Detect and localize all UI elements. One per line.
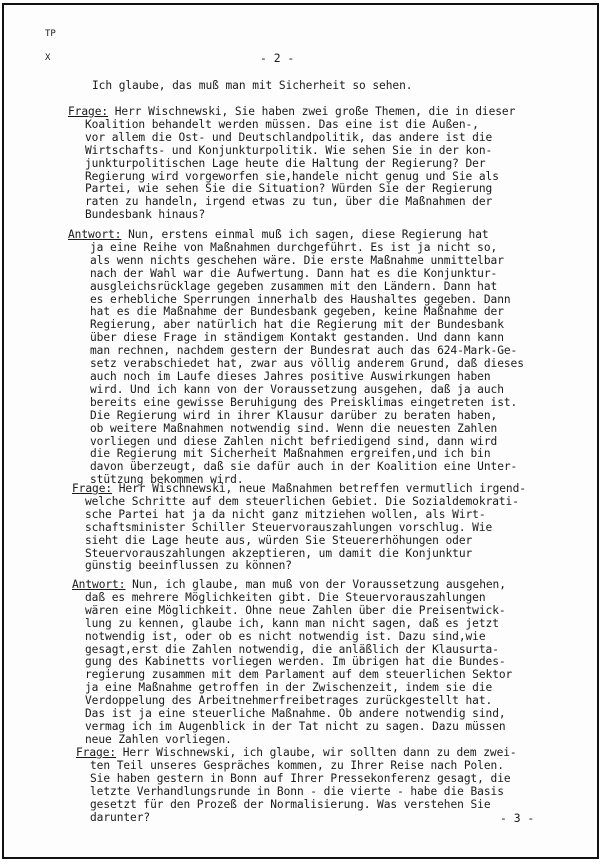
paragraph-line: stützung bekommen wird. (90, 473, 244, 487)
paragraph-line: bereits eine gewisse Beruhigung des Preisklimas eingetreten ist. (90, 395, 518, 409)
paragraph-line-text: Nun, ich glaube, man muß von der Voraussetzung ausgehen, (125, 578, 506, 591)
paragraph-line: junkturpolitischen Lage heute die Haltung der Regierung? Der (85, 156, 486, 170)
question-label: Frage: (68, 105, 109, 118)
document-page (2, 3, 599, 859)
paragraph-line: vor allem die Ost- und Deutschlandpolitik, das andere ist die (85, 130, 493, 144)
paragraph-line: gung des Kabinetts vorliegen werden. Im übrigen hat die Bundes- (85, 655, 506, 669)
margin-mark-top: TP (45, 29, 56, 39)
paragraph-line: Partei, wie sehen Sie die Situation? Würden Sie der Regierung (85, 182, 493, 196)
paragraph-line: regierung zusammen mit dem Parlament auf dem steuerlichen Sektor (85, 668, 513, 682)
paragraph-line: neue Zahlen vorliegen. (85, 732, 232, 746)
paragraph-question-1 (68, 106, 568, 222)
paragraph-line: lung zu kennen, glaube ich, kann man nicht sagen, daß es jetzt (85, 616, 499, 630)
paragraph-line: Das ist ja eine steuerliche Maßnahme. Ob andere notwendig sind, (85, 707, 506, 721)
paragraph-line: günstig beeinflussen zu können? (85, 559, 292, 573)
paragraph-answer-2 (72, 579, 572, 747)
paragraph-line: nach der Wahl war die Aufwertung. Dann hat es die Konjunktur- (90, 266, 498, 280)
question-label: Frage: (76, 746, 117, 759)
paragraph-line: davon überzeugt, daß sie dafür auch in der Koalition eine Unter- (90, 460, 518, 474)
paragraph-line (72, 483, 572, 496)
paragraph-line: es erhebliche Sperrungen innerhalb des Haushaltes gegeben. Dann (90, 292, 511, 306)
page-number-header: - 2 - (260, 51, 295, 65)
page-number-footer: - 3 - (500, 811, 535, 825)
paragraph-line: gesagt,erst die Zahlen notwendig, die anläßlich der Klausurta- (85, 642, 499, 656)
paragraph-line-text: Herr Wischnewski, ich glaube, wir sollten dann zu dem zwei- (116, 746, 517, 759)
paragraph-line: Verdoppelung des Arbeitnehmerfreibetrages zurückgestellt hat. (85, 694, 493, 708)
paragraph-line (76, 747, 576, 760)
paragraph-line: Ich glaube, das muß man mit Sicherheit so sehen. (92, 79, 413, 92)
paragraph-line: hat es die Maßnahme der Bundesbank gegeben, keine Maßnahme der (90, 305, 504, 319)
paragraph-line: ob weitere Maßnahmen notwendig sind. Wenn die neuesten Zahlen (90, 421, 498, 435)
paragraph-line: darunter? (90, 810, 151, 824)
question-label: Frage: (72, 482, 113, 495)
paragraph-line: sche Partei hat ja da nicht ganz mitziehen wollen, als Wirt- (85, 507, 486, 521)
paragraph-line: sieht die Lage heute aus, würden Sie Steuererhöhungen oder (85, 533, 473, 547)
paragraph-line: Regierung wird vorgeworfen sie,handele nicht genug und Sie als (85, 169, 499, 183)
paragraph-line: raten zu handeln, irgend etwas zu tun, über die Maßnahmen der (85, 195, 493, 209)
paragraph-line: ja eine Maßnahme getroffen in der Zwischenzeit, indem sie die (85, 681, 493, 695)
paragraph-line: wird. Und ich kann von der Voraussetzung ausgehen, daß ja auch (90, 382, 504, 396)
paragraph-line: vorliegen und diese Zahlen nicht befriedigend sind, dann wird (90, 434, 498, 448)
paragraph-intro (92, 80, 592, 93)
paragraph-line: auch noch im Laufe dieses Jahres positive Auswirkungen haben (90, 369, 491, 383)
paragraph-line: gesetzt für den Prozeß der Normalisierung. Was verstehen Sie (90, 797, 491, 811)
paragraph-line: Regierung, aber natürlich hat die Regierung mit der Bundesbank (90, 318, 504, 332)
answer-label: Antwort: (72, 578, 126, 591)
paragraph-line: setz verabschiedet hat, zwar aus völlig anderem Grund, daß dieses (90, 357, 524, 371)
paragraph-line: als wenn nichts geschehen wäre. Die erste Maßnahme unmittelbar (90, 253, 504, 267)
paragraph-line: Wirtschafts- und Konjunkturpolitik. Wie sehen Sie in der kon- (85, 143, 493, 157)
paragraph-line: ausgleichsrücklage gegeben zusammen mit den Ländern. Dann hat (90, 279, 498, 293)
paragraph-line: ja eine Reihe von Maßnahmen durchgeführt. Es ist ja nicht so, (90, 240, 498, 254)
paragraph-line: Koalition behandelt werden müssen. Das eine ist die Außen-, (85, 117, 479, 131)
paragraph-line: man rechnen, nachdem gestern der Bundesrat auch das 624-Mark-Ge- (90, 344, 518, 358)
paragraph-line: die Regierung mit Sicherheit Maßnahmen ergreifen,und ich bin (90, 447, 491, 461)
paragraph-line (72, 579, 572, 592)
paragraph-line: letzte Verhandlungsrunde in Bonn - die vierte - habe die Basis (90, 784, 504, 798)
paragraph-line: Die Regierung wird in ihrer Klausur darüber zu beraten haben, (90, 408, 498, 422)
paragraph-line (68, 106, 568, 119)
paragraph-answer-1 (68, 229, 568, 487)
paragraph-line: Steuervorauszahlungen akzeptieren, um damit die Konjunktur (85, 546, 473, 560)
paragraph-line (68, 229, 568, 242)
paragraph-line: ten Teil unseres Gespräches kommen, zu Ihrer Reise nach Polen. (90, 758, 504, 772)
paragraph-line-text: Herr Wischnewski, neue Maßnahmen betreffen vermutlich irgend- (112, 482, 526, 495)
paragraph-line: daß es mehrere Möglichkeiten gibt. Die Steuervorauszahlungen (85, 590, 486, 604)
paragraph-line: schaftsminister Schiller Steuervorauszahlungen vorschlug. Wie (85, 520, 493, 534)
paragraph-line: notwendig ist, oder ob es nicht notwendig ist. Dazu sind,wie (85, 629, 486, 643)
paragraph-line: wären eine Möglichkeit. Ohne neue Zahlen über die Preisentwick- (85, 603, 506, 617)
paragraph-line-text: Nun, erstens einmal muß ich sagen, diese Regierung hat (121, 228, 489, 241)
paragraph-line: Bundesbank hinaus? (85, 208, 206, 222)
answer-label: Antwort: (68, 228, 122, 241)
paragraph-line: welche Schritte auf dem steuerlichen Gebiet. Die Sozialdemokrati- (85, 494, 519, 508)
paragraph-line: Sie haben gestern in Bonn auf Ihrer Pressekonferenz gesagt, die (90, 771, 511, 785)
paragraph-line: vermag ich im Augenblick in der Tat nicht zu sagen. Dazu müssen (85, 719, 506, 733)
paragraph-question-2 (72, 483, 572, 573)
paragraph-line: über diese Frage in ständigem Kontakt gestanden. Und dann kann (90, 331, 504, 345)
margin-mark-bottom: X (45, 53, 51, 63)
paragraph-line-text: Herr Wischnewski, Sie haben zwei große Themen, die in dieser (108, 105, 516, 118)
